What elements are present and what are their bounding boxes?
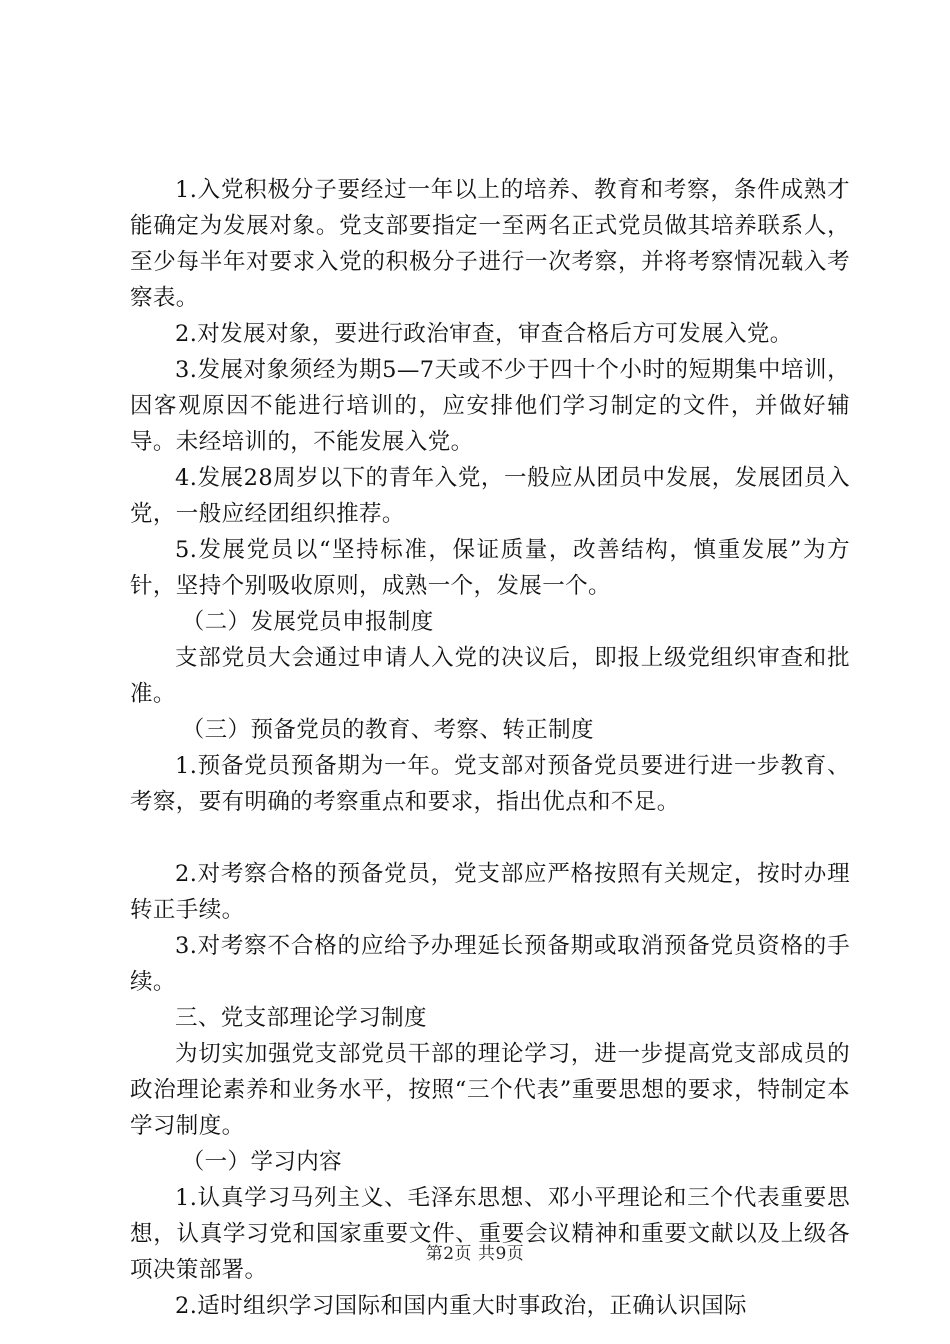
paragraph-study-item-2: 2.适时组织学习国际和国内重大时事政治，正确认识国际 <box>175 1293 747 1319</box>
paragraph-probation-unqualified: 3.对考察不合格的应给予办理延长预备期或取消预备党员资格的手续。 <box>130 933 850 995</box>
paragraph-probation-qualified: 2.对考察合格的预备党员，党支部应严格按照有关规定，按时办理转正手续。 <box>130 861 850 923</box>
paragraph-probation-period: 1.预备党员预备期为一年。党支部对预备党员要进行进一步教育、考察，要有明确的考察重点和要求，指出优点和不足。 <box>130 753 850 815</box>
paragraph-item-3-training: 3.发展对象须经为期5—7天或不少于四十个小时的短期集中培训，因客观原因不能进行培训的，应安排他们学习制定的文件，并做好辅导。未经培训的，不能发展入党。 <box>130 357 850 455</box>
paragraph-reporting: 支部党员大会通过申请人入党的决议后，即报上级党组织审查和批准。 <box>130 645 850 707</box>
paragraph-item-1-cultivation: 1.入党积极分子要经过一年以上的培养、教育和考察，条件成熟才能确定为发展对象。党支部要指定一至两名正式党员做其培养联系人，至少每半年对要求入党的积极分子进行一次考察，并将考察情况载入考察表。 <box>130 177 850 311</box>
section-heading-study-content: （一）学习内容 <box>181 1149 343 1175</box>
paragraph-item-4-youth: 4.发展28周岁以下的青年入党，一般应从团员中发展，发展团员入党，一般应经团组织推荐。 <box>130 465 850 527</box>
section-heading-reporting: （二）发展党员申报制度 <box>181 609 434 635</box>
paragraph-item-5-policy: 5.发展党员以“坚持标准，保证质量，改善结构，慎重发展”为方针，坚持个别吸收原则，成熟一个，发展一个。 <box>130 537 850 599</box>
page-number-footer: 第2页 共9页 <box>425 1244 525 1264</box>
paragraph-study-item-1: 1.认真学习马列主义、毛泽东思想、邓小平理论和三个代表重要思想，认真学习党和国家重要文件、重要会议精神和重要文献以及上级各项决策部署。 <box>130 1185 850 1283</box>
paragraph-item-2-political-review: 2.对发展对象，要进行政治审查，审查合格后方可发展入党。 <box>175 321 793 347</box>
chapter-heading-theory-study: 三、党支部理论学习制度 <box>175 1005 427 1031</box>
document-body <box>130 172 850 1324</box>
section-heading-probationary: （三）预备党员的教育、考察、转正制度 <box>181 717 594 743</box>
paragraph-theory-intro: 为切实加强党支部党员干部的理论学习，进一步提高党支部成员的政治理论素养和业务水平，按照“三个代表”重要思想的要求，特制定本学习制度。 <box>130 1041 850 1139</box>
